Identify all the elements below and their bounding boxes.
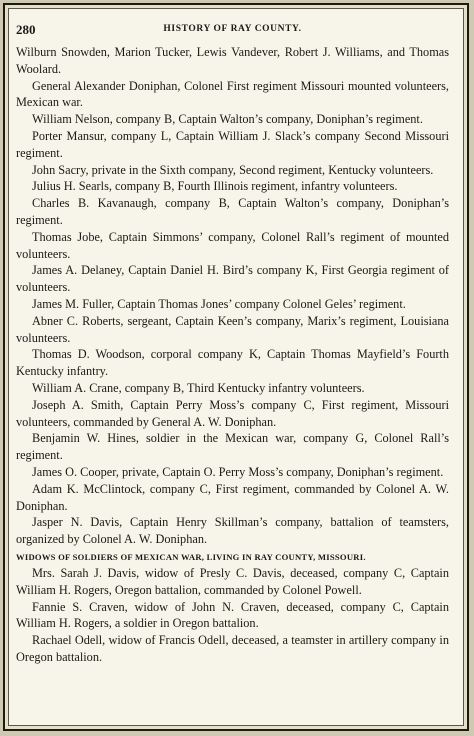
list-item: Porter Mansur, company L, Captain William J. Slack’s company Second Missouri regiment. — [16, 128, 449, 160]
list-item: John Sacry, private in the Sixth company, Second regiment, Kentucky volunteers. — [32, 162, 434, 177]
list-item: Joseph A. Smith, Captain Perry Moss’s company C, First regiment, Missouri volunteers, commanded by General A. W. Doniphan. — [16, 397, 449, 429]
list-item: James A. Delaney, Captain Daniel H. Bird’s company K, First Georgia regiment of volunteers. — [16, 263, 449, 295]
page-number: 280 — [16, 22, 36, 37]
section-heading: WIDOWS OF SOLDIERS OF MEXICAN WAR, LIVING IN RAY COUNTY, MISSOURI. — [16, 551, 366, 562]
list-item: William Nelson, company B, Captain Walton’s company, Doniphan’s regiment. — [32, 112, 423, 127]
list-item: Thomas D. Woodson, corporal company K, Captain Thomas Mayfield’s Fourth Kentucky infantry. — [16, 347, 449, 379]
list-item: James M. Fuller, Captain Thomas Jones’ company Colonel Geles’ regiment. — [32, 296, 406, 311]
list-item: Jasper N. Davis, Captain Henry Skillman’s company, battalion of teamsters, organized by Colonel A. W. Doniphan. — [16, 515, 449, 547]
widow-item: Rachael Odell, widow of Francis Odell, deceased, a teamster in artillery company in Oregon battalion. — [16, 633, 449, 664]
list-item: Adam K. McClintock, company C, First regiment, commanded by Colonel A. W. Doniphan. — [16, 481, 449, 513]
widow-item: Fannie S. Craven, widow of John N. Craven, deceased, company C, Captain William H. Rogers, a soldier in Oregon battalion. — [16, 599, 449, 631]
list-item: Abner C. Roberts, sergeant, Captain Keen’s company, Marix’s regiment, Louisiana volunteers. — [16, 313, 449, 345]
list-item: Wilburn Snowden, Marion Tucker, Lewis Vandever, Robert J. Williams, and Thomas Woolard. — [16, 45, 449, 76]
running-title: HISTORY OF RAY COUNTY. — [163, 24, 302, 34]
list-item: Benjamin W. Hines, soldier in the Mexican war, company G, Colonel Rall’s regiment. — [16, 431, 449, 463]
list-item: Charles B. Kavanaugh, company B, Captain Walton’s company, Doniphan’s regiment. — [16, 196, 449, 227]
list-item: Thomas Jobe, Captain Simmons’ company, Colonel Rall’s regiment of mounted volunteers. — [16, 229, 449, 261]
list-item: William A. Crane, company B, Third Kentucky infantry volunteers. — [32, 380, 365, 395]
widow-item: Mrs. Sarah J. Davis, widow of Presly C. Davis, deceased, company C, Captain William H. Rogers, Oregon battalion, commanded by Colonel Powell. — [16, 565, 449, 597]
book-page — [16, 22, 449, 666]
page-header — [16, 22, 449, 44]
list-item: General Alexander Doniphan, Colonel First regiment Missouri mounted volunteers, Mexican war. — [16, 78, 449, 110]
list-item: James O. Cooper, private, Captain O. Perry Moss’s company, Doniphan’s regiment. — [32, 464, 444, 479]
list-item: Julius H. Searls, company B, Fourth Illinois regiment, infantry volunteers. — [32, 179, 398, 194]
